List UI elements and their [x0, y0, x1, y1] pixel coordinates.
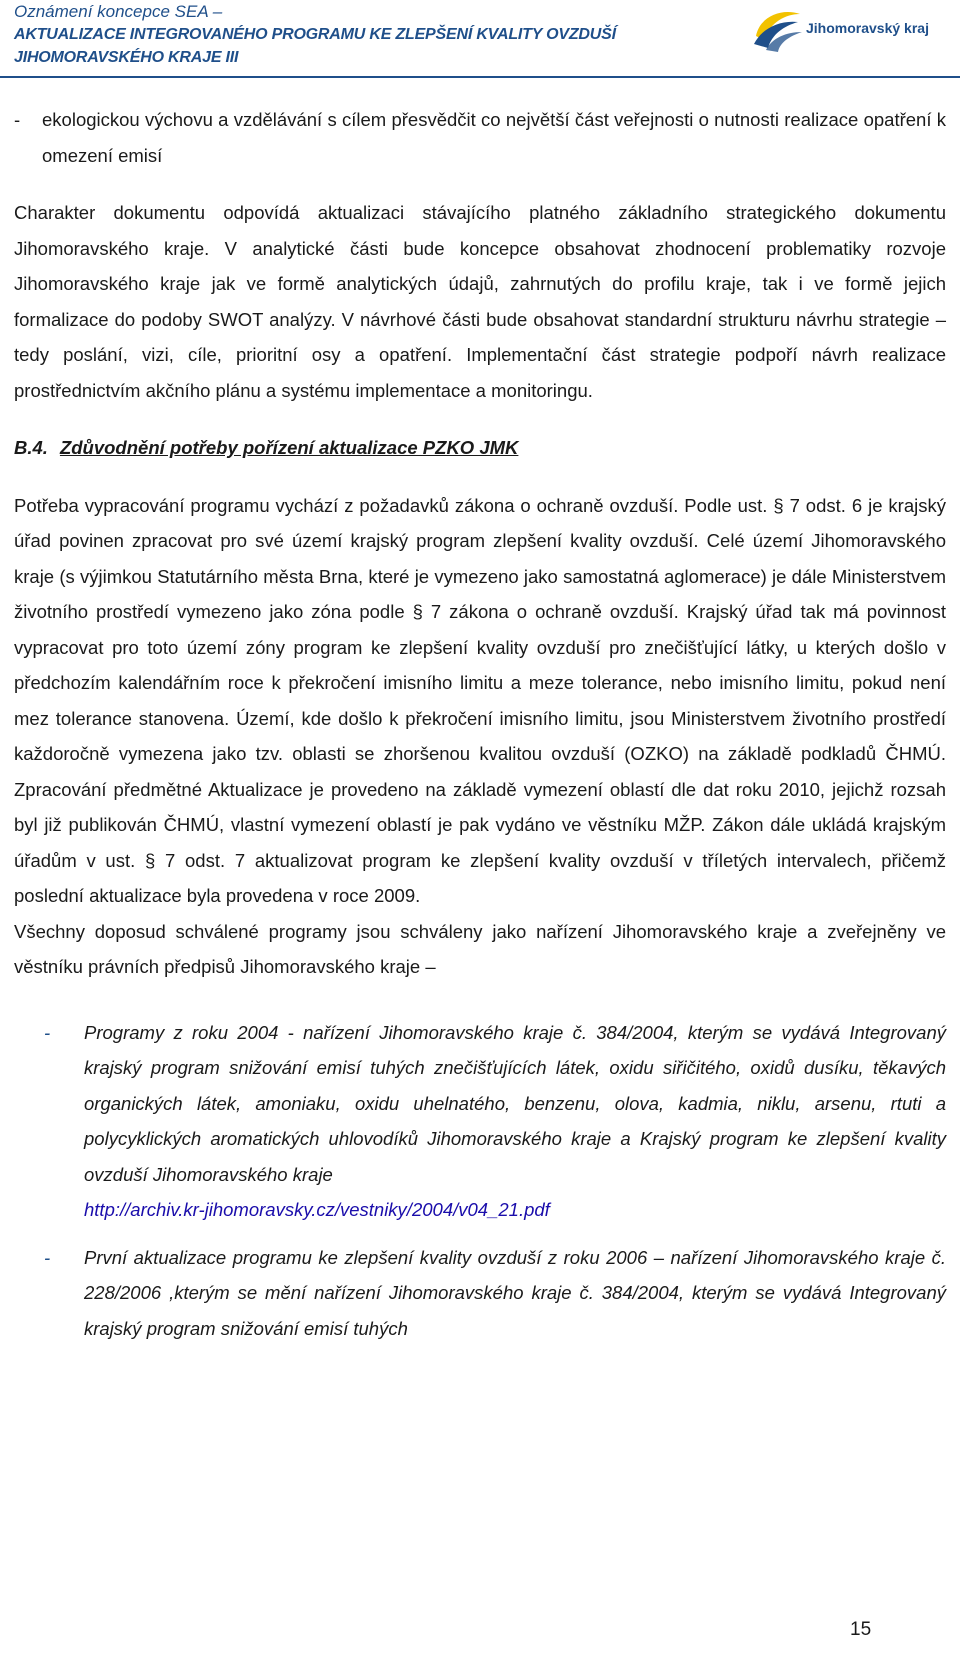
list-dash: - — [44, 1021, 51, 1043]
paragraph-programs: Všechny doposud schválené programy jsou schváleny jako nařízení Jihomoravského kraje a zveřejněny ve věstníku právních předpisů Jihomoravského kraje – — [14, 920, 946, 977]
header-title-block — [14, 0, 754, 69]
section-heading — [14, 430, 946, 466]
spacer — [14, 985, 946, 1015]
page-header — [0, 0, 960, 80]
logo-text: Jihomoravský kraj — [806, 20, 929, 36]
spacer — [14, 408, 946, 430]
page-number: 15 — [850, 1619, 872, 1640]
list-dash: - — [44, 1246, 51, 1268]
programs-list — [14, 1015, 946, 1347]
list-dash: - — [14, 109, 21, 130]
intro-list-item — [14, 102, 946, 173]
section-title: Zdůvodnění potřeby pořízení aktualizace PZKO JMK — [59, 437, 519, 458]
jihomoravsky-kraj-logo — [752, 6, 952, 52]
header-line-1: Oznámení koncepce SEA – — [14, 2, 223, 21]
paragraph-character: Charakter dokumentu odpovídá aktualizaci stávajícího platného základního strategického dokumentu Jihomoravského kraje. V analytické části bude koncepce obsahovat zhodnocení problematiky rozvoje Jihomoravského kraje jak ve formě analytických údajů, zahrnutých do profilu kraje, tak i ve formě jejich formalizace do podoby SWOT analýzy. V návrhové části bude obsahovat standardní strukturu návrhu strategie – tedy poslání, vizi, cíle, prioritní osy a opatření. Implementační část strategie podpoří návrh realizace prostřednictvím akčního plánu a systému implementace a monitoringu. — [14, 202, 946, 401]
list-item — [14, 1240, 946, 1347]
spacer — [14, 1228, 946, 1240]
list-item-text: Programy z roku 2004 - nařízení Jihomoravského kraje č. 384/2004, kterým se vydává Integrovaný krajský program snižování emisí tuhých znečišťujících látek, oxidu siřičitého, oxidů dusíku, těkavých organických látek, amoniaku, oxidu uhelnatého, benzenu, olova, kadmia, niklu, arsenu, rtuti a polycyklických aromatických uhlovodíků Jihomoravského kraje a Krajský program ke zlepšení kvality ovzduší Jihomoravského kraje — [84, 1021, 946, 1185]
intro-item-text: ekologickou výchovu a vzdělávání s cílem přesvědčit co největší část veřejnosti o nutnosti realizace opatření k omezení emisí — [42, 109, 946, 166]
section-number: B.4. — [14, 437, 48, 458]
paragraph-justification: Potřeba vypracování programu vychází z požadavků zákona o ochraně ovzduší. Podle ust. § 7 odst. 6 je krajský úřad povinen zpracovat pro své území krajský program zlepšení kvality ovzduší. Celé území Jihomoravského kraje (s výjimkou Statutárního města Brna, které je vymezeno jako samostatná aglomerace) je dále Ministerstvem životního prostředí vymezeno jako zóna podle § 7 zákona o ochraně ovzduší. Krajský úřad tak má povinnost vypracovat pro toto území zóny program ke zlepšení kvality ovzduší pro znečišťující látky, u kterých došlo v předchozím kalendářním roce k překročení imisního limitu a meze tolerance, nebo imisního limitu, pokud není mez tolerance stanovena. Území, kde došlo k překročení imisního limitu, jsou Ministerstvem životního prostředí každoročně vymezena jako tzv. oblasti se zhoršenou kvalitou ovzduší (OZKO) na základě podkladů ČHMÚ. Zpracování předmětné Aktualizace je provedeno na základě vymezení oblastí dle dat roku 2010, jejichž rozsah byl již publikován ČHMÚ, vlastní vymezení oblastí je pak vydáno ve věstníku MŽP. Zákon dále ukládá krajským úřadům v ust. § 7 odst. 7 aktualizovat program ke zlepšení kvality ovzduší v tříletých intervalech, přičemž poslední aktualizace byla provedena v roce 2009. — [14, 494, 946, 906]
spacer — [14, 173, 946, 195]
logo-emblem-icon — [752, 6, 804, 52]
header-rule — [0, 76, 960, 78]
header-line-3: JIHOMORAVSKÉHO KRAJE III — [14, 49, 239, 66]
list-item-text: První aktualizace programu ke zlepšení kvality ovzduší z roku 2006 – nařízení Jihomoravského kraje č. 228/2006 ,kterým se mění nařízení Jihomoravského kraje č. 384/2004, kterým se vydává Integrovaný krajský program snižování emisí tuhých — [84, 1246, 946, 1339]
pdf-link[interactable]: http://archiv.kr-jihomoravsky.cz/vestniky/2004/v04_21.pdf — [84, 1199, 550, 1220]
list-item — [14, 1015, 946, 1228]
document-body — [14, 102, 946, 1346]
spacer — [14, 466, 946, 488]
header-line-2: AKTUALIZACE INTEGROVANÉHO PROGRAMU KE ZLEPŠENÍ KVALITY OVZDUŠÍ — [14, 26, 616, 43]
